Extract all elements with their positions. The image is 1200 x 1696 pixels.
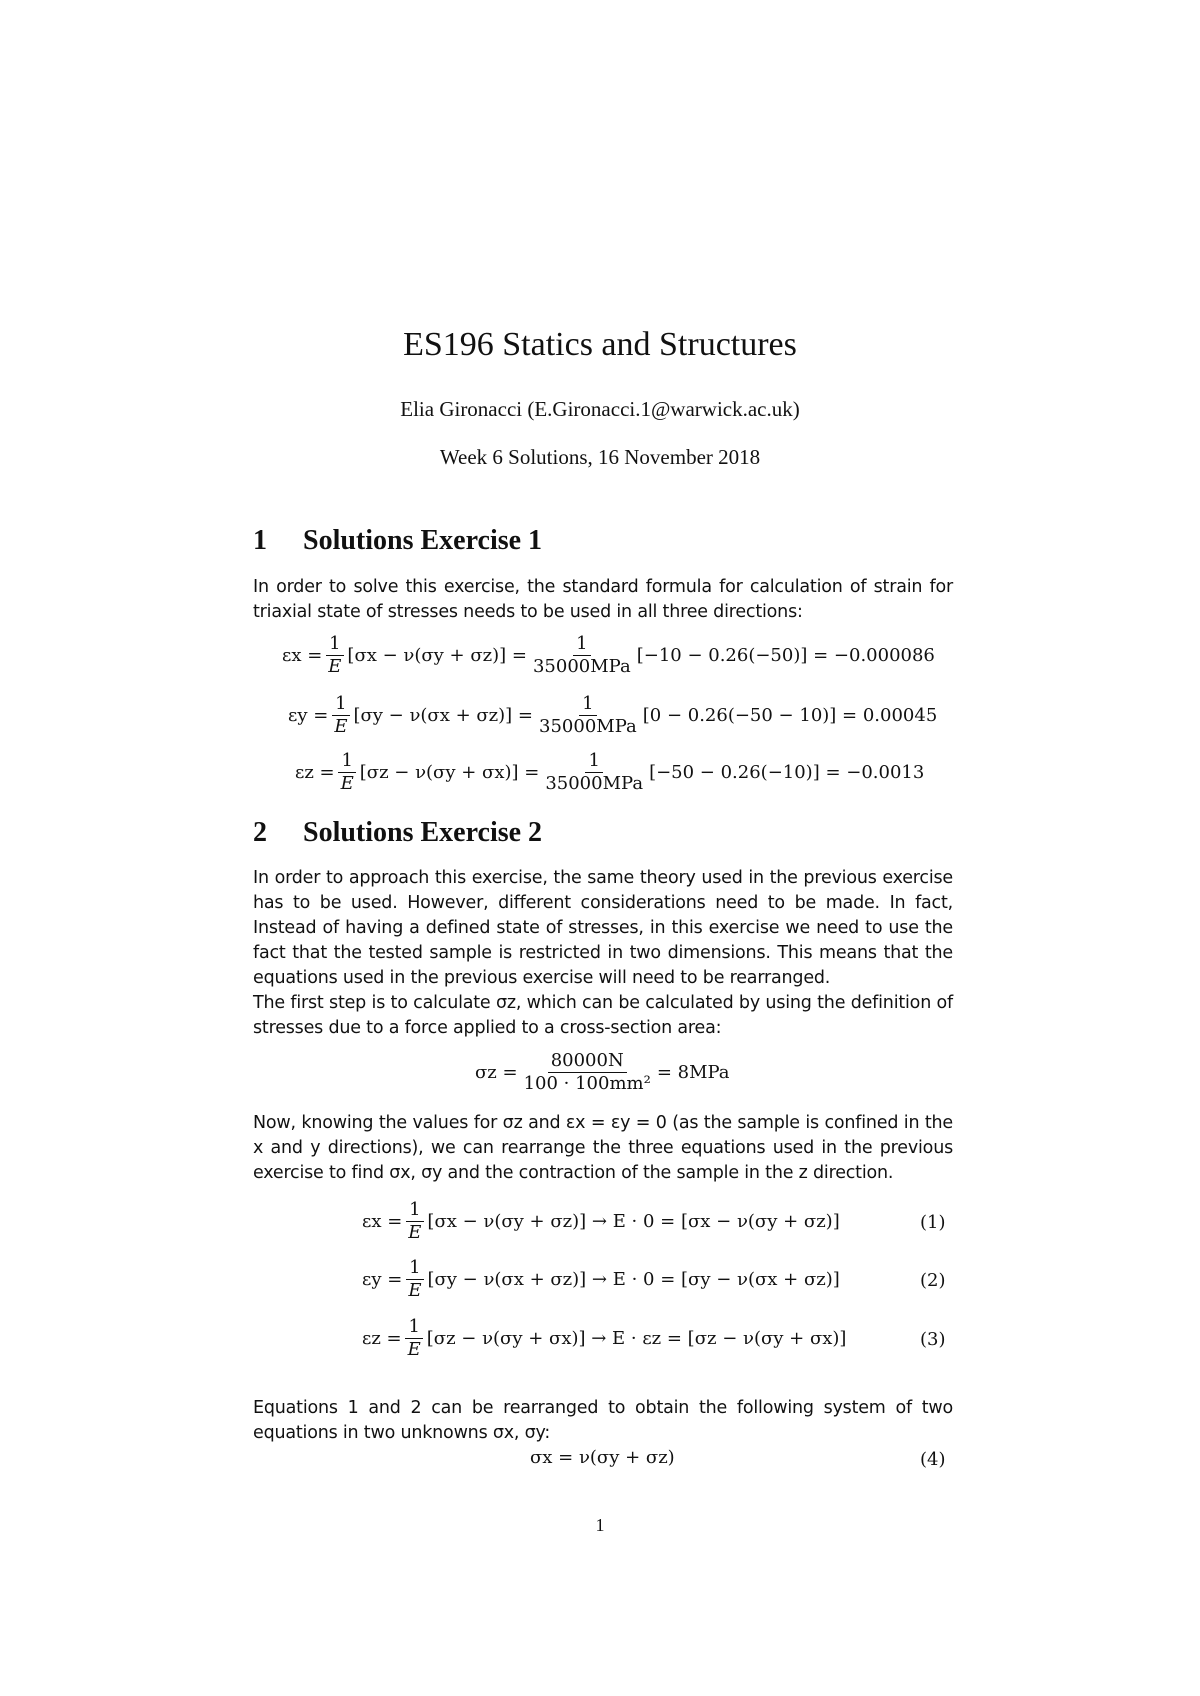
numerator: 1 bbox=[579, 693, 596, 716]
paragraph: In order to approach this exercise, the same theory used in the previous exercise has to be used. However, different considerations need to be made. In fact, Instead of having a defined state of stresses, in this exercise we need to use the fact that the tested sample is restricted in two dimensions. This means that the equations used in the previous exercise will need to be rearranged. bbox=[253, 868, 953, 988]
fraction bbox=[536, 693, 640, 738]
equation-tag: (3) bbox=[920, 1329, 946, 1350]
equation-lhs: εx = bbox=[362, 1211, 403, 1232]
denominator: E bbox=[334, 716, 348, 737]
equation-lhs: εy = bbox=[288, 705, 329, 726]
numerator: 1 bbox=[406, 1257, 423, 1280]
numerator: 1 bbox=[585, 750, 602, 773]
denominator: 35000MPa bbox=[539, 716, 637, 737]
section-title: Solutions Exercise 2 bbox=[303, 817, 543, 848]
fraction bbox=[405, 1316, 424, 1361]
document-title: ES196 Statics and Structures bbox=[403, 326, 797, 363]
section-2-body-2 bbox=[253, 1111, 953, 1186]
equation-tag: (1) bbox=[920, 1212, 946, 1233]
equation-rhs: [0 − 0.26(−50 − 10)] = 0.00045 bbox=[642, 705, 938, 726]
paragraph: The first step is to calculate σz, which can be calculated by using the definition of stresses due to a force applied to a cross-section area: bbox=[253, 993, 953, 1038]
equation-rhs: [−50 − 0.26(−10)] = −0.0013 bbox=[649, 762, 925, 783]
section-2-heading bbox=[253, 817, 542, 849]
section-2-body-3 bbox=[253, 1396, 953, 1446]
equation-text: σx = ν(σy + σz) bbox=[530, 1447, 675, 1468]
equation-tag: (2) bbox=[920, 1270, 946, 1291]
fraction bbox=[521, 1050, 654, 1095]
denominator: 100 · 100mm² bbox=[523, 1073, 651, 1094]
denominator: E bbox=[408, 1280, 422, 1301]
section-1-heading bbox=[253, 525, 542, 557]
section-number: 1 bbox=[253, 525, 267, 556]
fraction bbox=[331, 693, 350, 738]
section-number: 2 bbox=[253, 817, 267, 848]
date-line: Week 6 Solutions, 16 November 2018 bbox=[439, 445, 761, 469]
denominator: E bbox=[407, 1339, 421, 1360]
equation-lhs: σz = bbox=[475, 1062, 518, 1083]
numerator: 1 bbox=[338, 750, 355, 773]
numbered-equation-3 bbox=[362, 1316, 846, 1361]
numerator: 1 bbox=[406, 1199, 423, 1222]
denominator: E bbox=[408, 1222, 422, 1243]
equation-rhs: [σx − ν(σy + σz)] → E · 0 = [σx − ν(σy + σz)] bbox=[427, 1211, 840, 1232]
equation-middle: [σx − ν(σy + σz)] = bbox=[347, 645, 527, 666]
section-1-intro bbox=[253, 575, 953, 625]
equation-middle: [σz − ν(σy + σx)] = bbox=[359, 762, 540, 783]
fraction bbox=[405, 1257, 424, 1302]
fraction bbox=[542, 750, 646, 795]
axial-stress-equation bbox=[475, 1050, 730, 1095]
fraction bbox=[338, 750, 357, 795]
denominator: E bbox=[328, 656, 342, 677]
author-line: Elia Gironacci (E.Gironacci.1@warwick.ac.uk) bbox=[400, 397, 800, 421]
section-title: Solutions Exercise 1 bbox=[303, 525, 543, 556]
numerator: 1 bbox=[326, 633, 343, 656]
strain-equation-z bbox=[295, 750, 924, 795]
fraction bbox=[530, 633, 634, 678]
equation-middle: [σy − ν(σx + σz)] = bbox=[353, 705, 534, 726]
equation-lhs: εx = bbox=[282, 645, 323, 666]
equation-rhs: [σz − ν(σy + σx)] → E · εz = [σz − ν(σy + σx)] bbox=[426, 1328, 847, 1349]
numbered-equation-1 bbox=[362, 1199, 840, 1244]
numerator: 80000N bbox=[548, 1050, 627, 1073]
denominator: 35000MPa bbox=[532, 656, 631, 677]
denominator: E bbox=[340, 773, 354, 794]
numbered-equation-2 bbox=[362, 1257, 840, 1302]
numerator: 1 bbox=[332, 693, 349, 716]
equation-rhs: [σy − ν(σx + σz)] → E · 0 = [σy − ν(σx + σz)] bbox=[427, 1269, 840, 1290]
equation-lhs: εz = bbox=[295, 762, 335, 783]
equation-rhs: = 8MPa bbox=[656, 1062, 730, 1083]
section-2-body bbox=[253, 866, 953, 1041]
numerator: 1 bbox=[573, 633, 590, 656]
equation-rhs: [−10 − 0.26(−50)] = −0.000086 bbox=[636, 645, 935, 666]
paragraph: Equations 1 and 2 can be rearranged to obtain the following system of two equations in two unknowns σx, σy: bbox=[253, 1398, 953, 1443]
strain-equation-x bbox=[282, 633, 935, 678]
fraction bbox=[325, 633, 344, 678]
paragraph: In order to solve this exercise, the standard formula for calculation of strain for triaxial state of stresses needs to be used in all three directions: bbox=[253, 577, 953, 622]
fraction bbox=[405, 1199, 424, 1244]
equation-4 bbox=[530, 1447, 675, 1468]
equation-lhs: εz = bbox=[362, 1328, 402, 1349]
equation-lhs: εy = bbox=[362, 1269, 403, 1290]
strain-equation-y bbox=[288, 693, 937, 738]
paragraph: Now, knowing the values for σz and εx = εy = 0 (as the sample is confined in the x and y directions), we can rearrange the three equations used in the previous exercise to find σx, σy and the contraction of the sample in the z direction. bbox=[253, 1113, 953, 1183]
equation-tag: (4) bbox=[920, 1449, 946, 1470]
numerator: 1 bbox=[405, 1316, 422, 1339]
denominator: 35000MPa bbox=[545, 773, 644, 794]
page-number: 1 bbox=[595, 1515, 605, 1535]
